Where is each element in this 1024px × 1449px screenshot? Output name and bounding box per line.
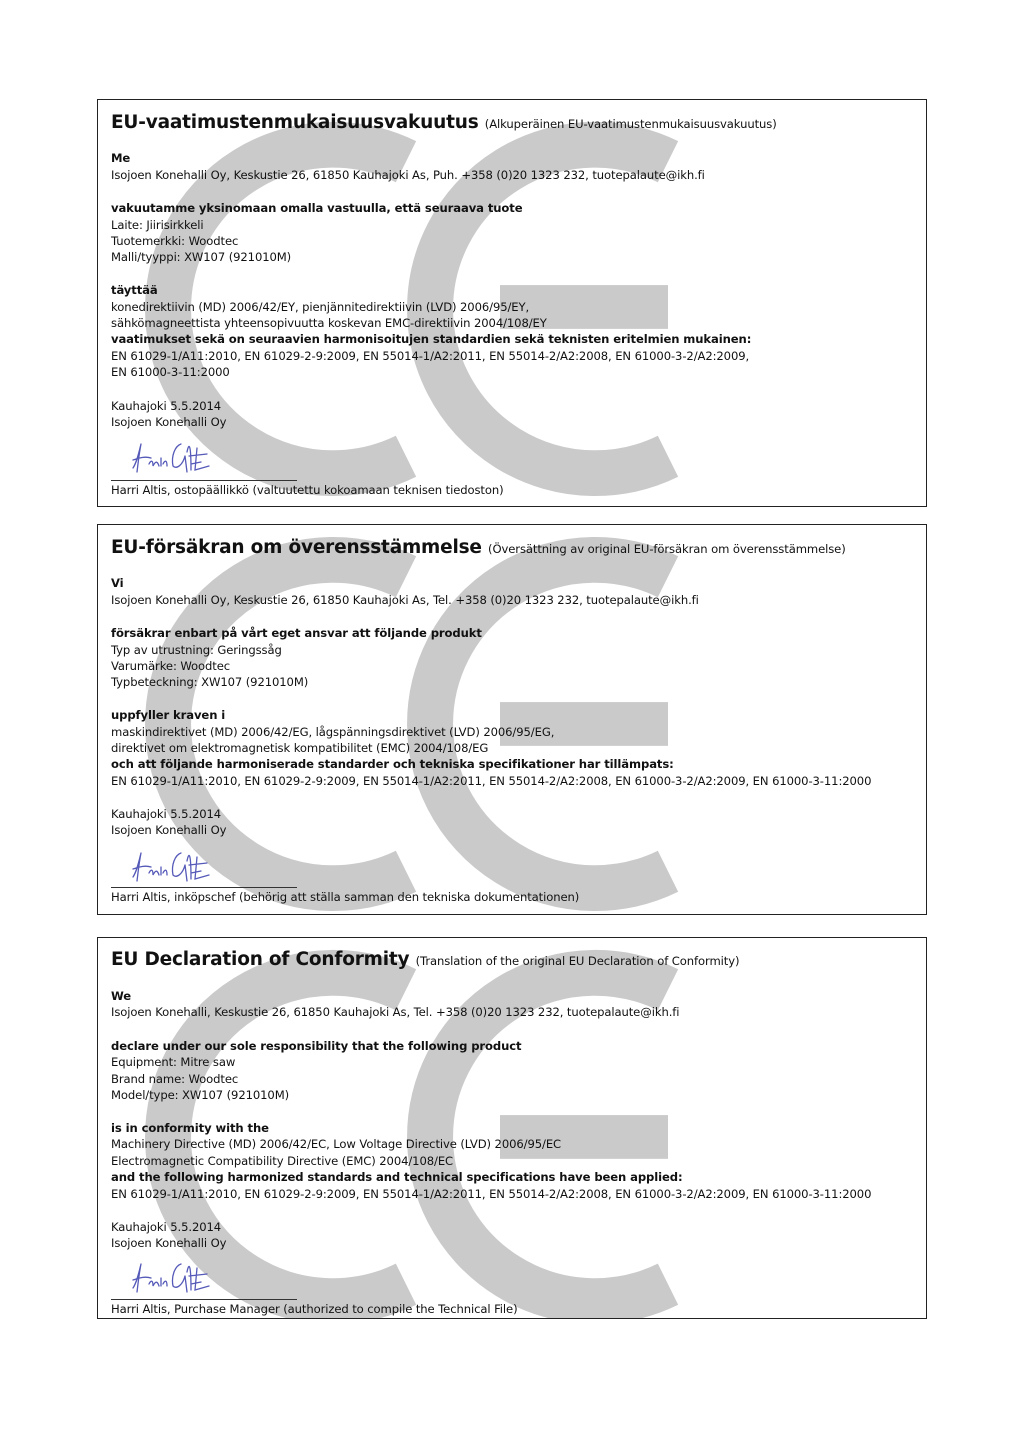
model-line: Typbeteckning: XW107 (921010M): [111, 675, 309, 689]
directive-line-1: maskindirektivet (MD) 2006/42/EG, lågspänningsdirektivet (LVD) 2006/95/EG,: [111, 725, 555, 739]
conformity-heading: is in conformity with the: [111, 1121, 269, 1135]
place-date: Kauhajoki 5.5.2014: [111, 399, 222, 413]
we-label: Me: [111, 151, 131, 165]
place-date: Kauhajoki 5.5.2014: [111, 807, 222, 821]
declaration-title: EU-vaatimustenmukaisuusvakuutus (Alkuperäinen EU-vaatimustenmukaisuusvakuutus): [111, 112, 777, 133]
model-line: Malli/tyyppi: XW107 (921010M): [111, 250, 292, 264]
conformity-heading: täyttää: [111, 283, 158, 297]
equipment-line: Typ av utrustning: Geringssåg: [111, 643, 282, 657]
standards-heading: vaatimukset sekä on seuraavien harmonisoitujen standardien sekä teknisten eritelmien mukainen:: [111, 332, 752, 346]
declare-heading: vakuutamme yksinomaan omalla vastuulla, että seuraava tuote: [111, 201, 523, 215]
declaration-subtitle: (Translation of the original EU Declaration of Conformity): [415, 954, 740, 968]
standards-heading: and the following harmonized standards and technical specifications have been applied:: [111, 1170, 683, 1184]
equipment-line: Equipment: Mitre saw: [111, 1055, 236, 1069]
signature-line: [111, 480, 297, 481]
declare-heading: försäkrar enbart på vårt eget ansvar att följande produkt: [111, 626, 482, 640]
signature-image: [129, 843, 219, 887]
company-address: Isojoen Konehalli, Keskustie 26, 61850 Kauhajoki As, Tel. +358 (0)20 1323 232, tuotepalaute@ikh.fi: [111, 1005, 680, 1019]
standards-line-1: EN 61029-1/A11:2010, EN 61029-2-9:2009, EN 55014-1/A2:2011, EN 55014-2/A2:2008, EN 61000-3-2/A2:2009, EN 61000-3-11:2000: [111, 774, 872, 788]
declaration-title: EU Declaration of Conformity (Translation of the original EU Declaration of Conformity): [111, 949, 740, 970]
company-short: Isojoen Konehalli Oy: [111, 415, 227, 429]
company-short: Isojoen Konehalli Oy: [111, 823, 227, 837]
we-label: We: [111, 989, 132, 1003]
signature-line: [111, 887, 297, 888]
brand-line: Brand name: Woodtec: [111, 1072, 239, 1086]
signature-image: [129, 434, 219, 478]
signature-line: [111, 1299, 297, 1300]
place-date: Kauhajoki 5.5.2014: [111, 1220, 222, 1234]
conformity-heading: uppfyller kraven i: [111, 708, 226, 722]
standards-line-2: EN 61000-3-11:2000: [111, 365, 230, 379]
standards-heading: och att följande harmoniserade standarder och tekniska specifikationer har tillämpats:: [111, 757, 674, 771]
signature-image: [129, 1254, 219, 1298]
equipment-line: Laite: Jiirisirkkeli: [111, 218, 204, 232]
signatory-line: Harri Altis, ostopäällikkö (valtuutettu kokoamaan teknisen tiedoston): [111, 483, 504, 497]
declaration-swedish: [97, 524, 927, 915]
model-line: Model/type: XW107 (921010M): [111, 1088, 290, 1102]
brand-line: Tuotemerkki: Woodtec: [111, 234, 239, 248]
declaration-title: EU-försäkran om överensstämmelse (Översättning av original EU-försäkran om överensstämmelse): [111, 537, 846, 558]
brand-line: Varumärke: Woodtec: [111, 659, 231, 673]
declare-heading: declare under our sole responsibility that the following product: [111, 1039, 522, 1053]
directive-line-2: direktivet om elektromagnetisk kompatibilitet (EMC) 2004/108/EG: [111, 741, 489, 755]
directive-line-2: Electromagnetic Compatibility Directive (EMC) 2004/108/EC: [111, 1154, 454, 1168]
standards-line-1: EN 61029-1/A11:2010, EN 61029-2-9:2009, EN 55014-1/A2:2011, EN 55014-2/A2:2008, EN 61000-3-2/A2:2009,: [111, 349, 750, 363]
standards-line-1: EN 61029-1/A11:2010, EN 61029-2-9:2009, EN 55014-1/A2:2011, EN 55014-2/A2:2008, EN 61000-3-2/A2:2009, EN 61000-3-11:2000: [111, 1187, 872, 1201]
declaration-finnish: [97, 99, 927, 507]
company-address: Isojoen Konehalli Oy, Keskustie 26, 61850 Kauhajoki As, Puh. +358 (0)20 1323 232, tuotepalaute@ikh.fi: [111, 168, 705, 182]
directive-line-2: sähkömagneettista yhteensopivuutta koskevan EMC-direktiivin 2004/108/EY: [111, 316, 547, 330]
directive-line-1: konedirektiivin (MD) 2006/42/EY, pienjännitedirektiivin (LVD) 2006/95/EY,: [111, 300, 530, 314]
company-address: Isojoen Konehalli Oy, Keskustie 26, 61850 Kauhajoki As, Tel. +358 (0)20 1323 232, tuotepalaute@ikh.fi: [111, 593, 699, 607]
declaration-subtitle: (Alkuperäinen EU-vaatimustenmukaisuusvakuutus): [484, 117, 777, 131]
declaration-subtitle: (Översättning av original EU-försäkran om överensstämmelse): [488, 542, 846, 556]
company-short: Isojoen Konehalli Oy: [111, 1236, 227, 1250]
signatory-line: Harri Altis, inköpschef (behörig att ställa samman den tekniska dokumentationen): [111, 890, 580, 904]
declaration-english: [97, 937, 927, 1319]
we-label: Vi: [111, 576, 124, 590]
signatory-line: Harri Altis, Purchase Manager (authorized to compile the Technical File): [111, 1302, 518, 1316]
directive-line-1: Machinery Directive (MD) 2006/42/EC, Low Voltage Directive (LVD) 2006/95/EC: [111, 1137, 562, 1151]
